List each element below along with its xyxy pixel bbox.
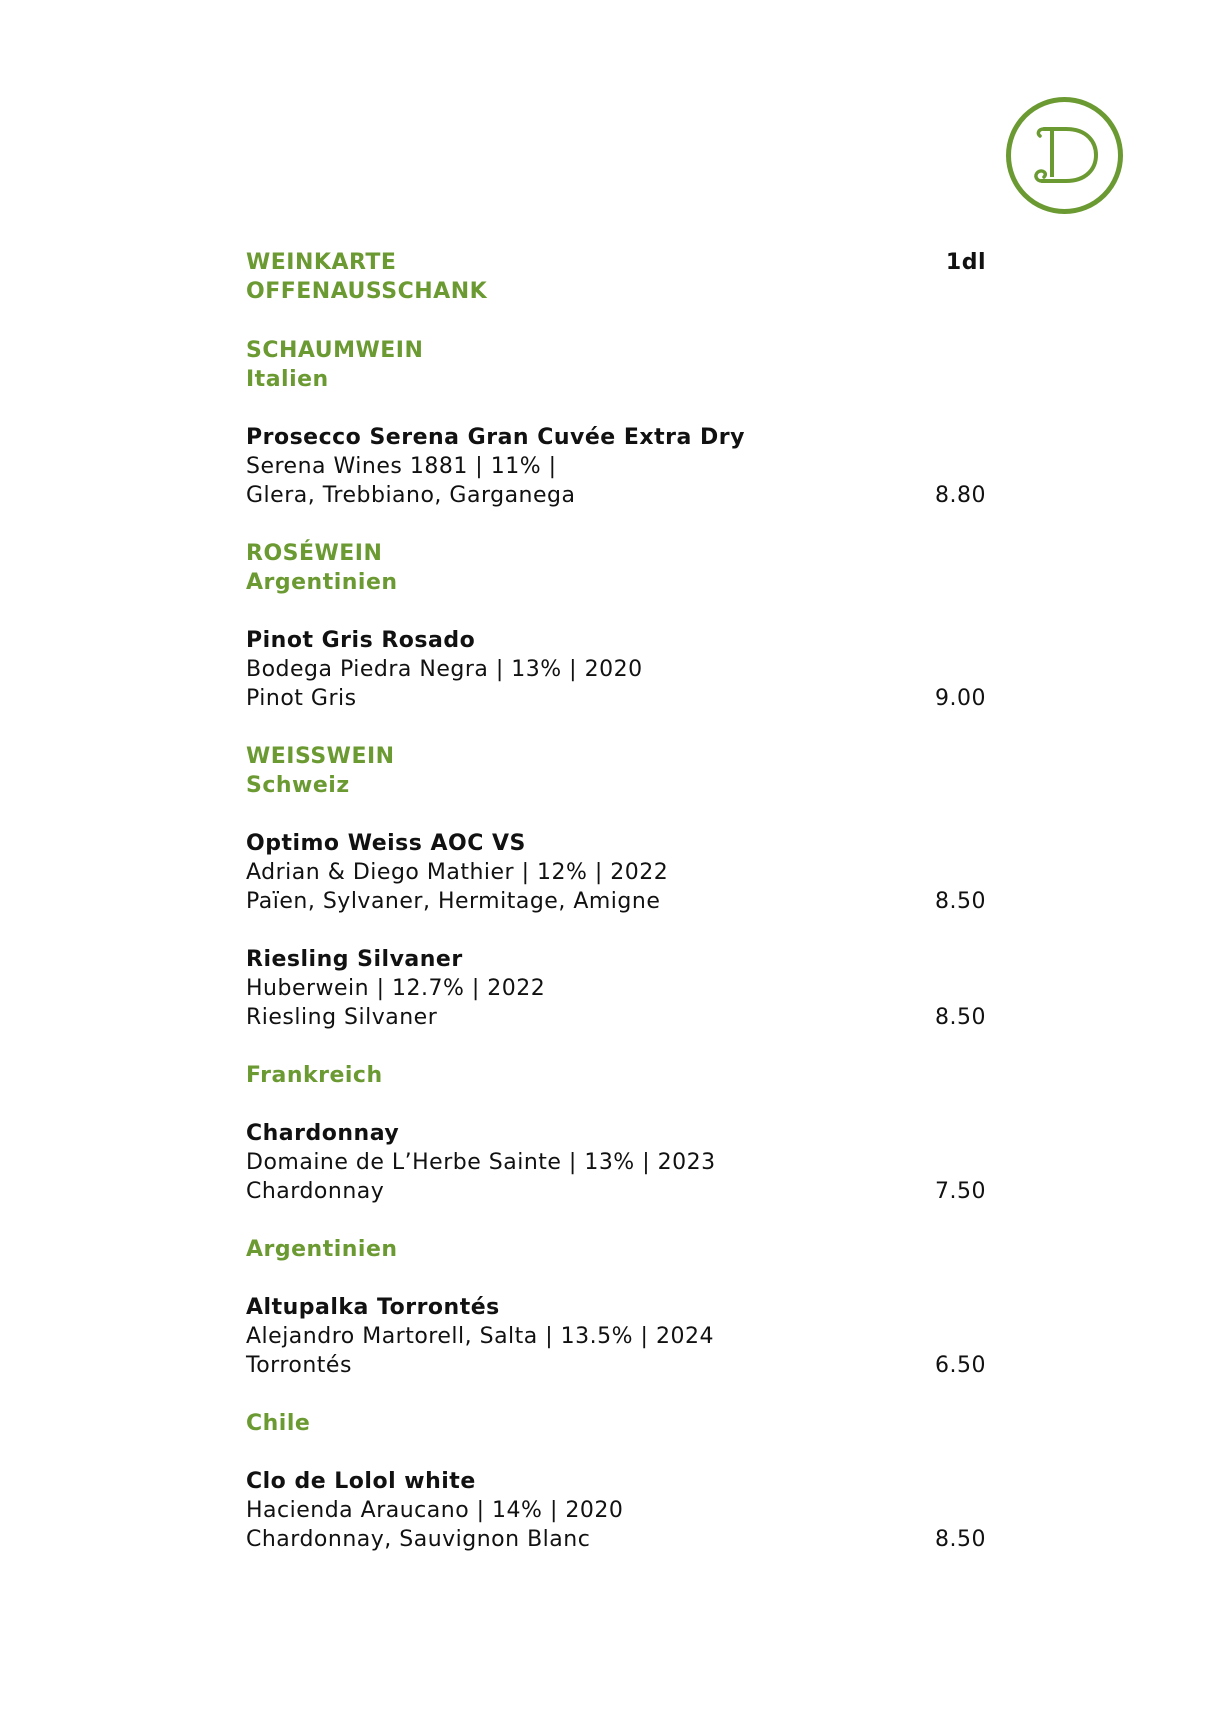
wine-price: 8.50	[935, 1527, 986, 1552]
wine-price: 7.50	[935, 1179, 986, 1204]
region-label: Chile	[246, 1411, 311, 1436]
category-label: ROSÉWEIN	[246, 541, 383, 566]
wine-item	[246, 1293, 986, 1380]
region-label: Frankreich	[246, 1063, 383, 1088]
region-label: Argentinien	[246, 570, 398, 595]
category-label: SCHAUMWEIN	[246, 338, 424, 363]
wine-producer: Alejandro Martorell, Salta | 13.5% | 2024	[246, 1324, 714, 1349]
wine-price: 9.00	[935, 686, 986, 711]
category-heading	[246, 742, 986, 800]
wine-grapes: Pinot Gris	[246, 686, 357, 711]
category-heading	[246, 539, 986, 597]
wine-item	[246, 945, 986, 1032]
wine-producer: Adrian & Diego Mathier | 12% | 2022	[246, 860, 669, 885]
wine-item	[246, 423, 986, 510]
wine-price: 8.80	[935, 483, 986, 508]
wine-producer: Huberwein | 12.7% | 2022	[246, 976, 546, 1001]
wine-grapes: Païen, Sylvaner, Hermitage, Amigne	[246, 889, 661, 914]
wine-name: Clo de Lolol white	[246, 1469, 476, 1494]
wine-grapes: Riesling Silvaner	[246, 1005, 438, 1030]
wine-name: Optimo Weiss AOC VS	[246, 831, 526, 856]
wine-price: 8.50	[935, 1005, 986, 1030]
wine-producer: Domaine de L’Herbe Sainte | 13% | 2023	[246, 1150, 716, 1175]
region-heading	[246, 1235, 986, 1264]
wine-item	[246, 1119, 986, 1206]
menu-title: WEINKARTE	[246, 250, 397, 275]
wine-name: Riesling Silvaner	[246, 947, 463, 972]
region-label: Schweiz	[246, 773, 350, 798]
wine-producer: Bodega Piedra Negra | 13% | 2020	[246, 657, 643, 682]
wine-price: 8.50	[935, 889, 986, 914]
region-label: Italien	[246, 367, 329, 392]
wine-grapes: Chardonnay, Sauvignon Blanc	[246, 1527, 591, 1552]
wine-producer: Serena Wines 1881 | 11% |	[246, 454, 557, 479]
region-label: Argentinien	[246, 1237, 398, 1262]
wine-item	[246, 829, 986, 916]
wine-name: Altupalka Torrontés	[246, 1295, 500, 1320]
wine-item	[246, 1467, 986, 1554]
monogram-d-icon	[1004, 95, 1125, 216]
wine-grapes: Glera, Trebbiano, Garganega	[246, 483, 576, 508]
wine-price: 6.50	[935, 1353, 986, 1378]
wine-name: Prosecco Serena Gran Cuvée Extra Dry	[246, 425, 745, 450]
wine-item	[246, 626, 986, 713]
category-heading	[246, 336, 986, 394]
wine-producer: Hacienda Araucano | 14% | 2020	[246, 1498, 624, 1523]
region-heading	[246, 1061, 986, 1090]
menu-header	[246, 248, 986, 306]
wine-grapes: Torrontés	[246, 1353, 352, 1378]
wine-grapes: Chardonnay	[246, 1179, 385, 1204]
wine-name: Chardonnay	[246, 1121, 400, 1146]
wine-name: Pinot Gris Rosado	[246, 628, 476, 653]
price-unit-label: 1dl	[945, 250, 986, 275]
category-label: WEISSWEIN	[246, 744, 395, 769]
menu-subtitle: OFFENAUSSCHANK	[246, 279, 488, 304]
region-heading	[246, 1409, 986, 1438]
